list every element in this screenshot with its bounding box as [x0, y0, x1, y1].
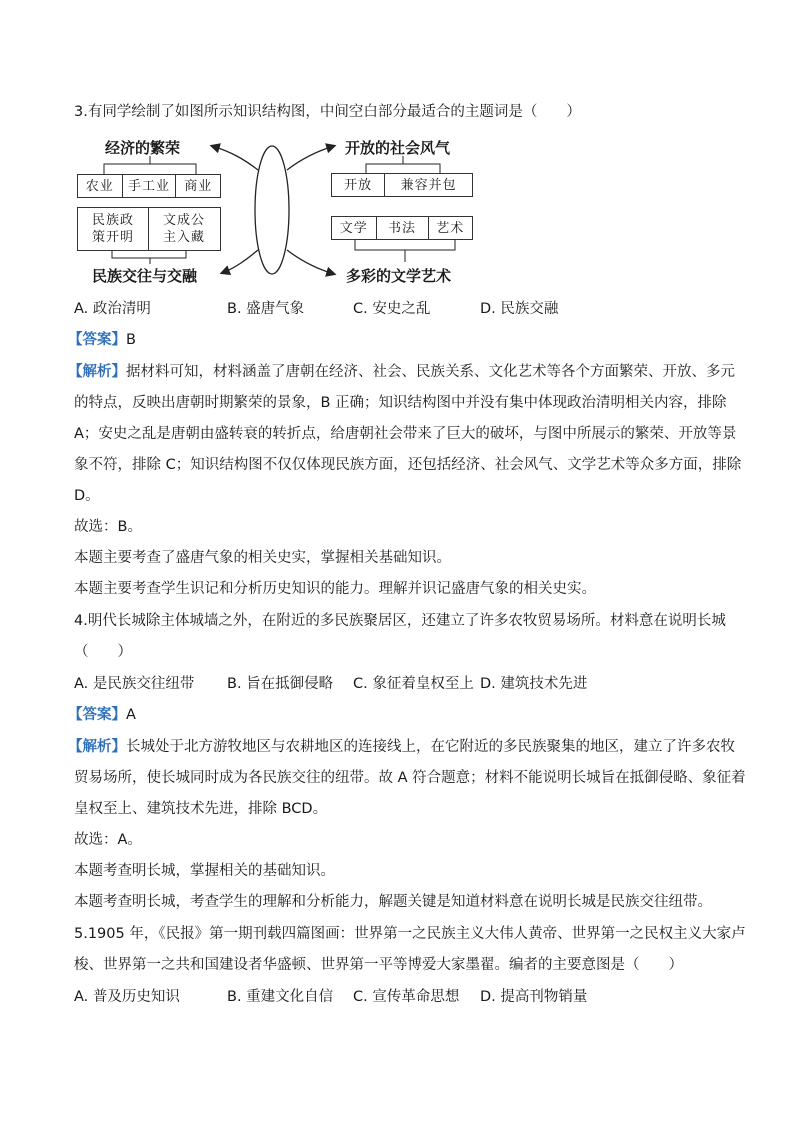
cell-agriculture: 农业 [78, 175, 123, 197]
q5-option-a: A. 普及历史知识 [74, 989, 180, 1005]
arrow-bottom-left [222, 250, 258, 273]
bottom-right-box [331, 216, 473, 240]
arrow-top-left [212, 146, 258, 170]
analysis-text: 据材料可知，材料涵盖了唐朝在经济、社会、民族关系、文化艺术等各个方面繁荣、开放、多元 [126, 364, 735, 380]
q5-option-d: D. 提高刊物销量 [480, 989, 588, 1005]
q3-analysis-line-2: 的特点，反映出唐朝时期繁荣的景象，B 正确；知识结构图中并没有集中体现政治清明相关内容，排除 [74, 395, 727, 411]
top-right-title: 开放的社会风气 [345, 139, 451, 157]
q4-note-1: 本题考查明长城，掌握相关的基础知识。 [74, 863, 335, 879]
q3-note-1: 本题主要考查了盛唐气象的相关史实，掌握相关基础知识。 [74, 550, 451, 566]
q3-answer-value: B [126, 332, 136, 348]
q4-answer-value: A [126, 707, 136, 723]
cell-art: 艺术 [436, 220, 465, 236]
q3-option-a: A. 政治清明 [74, 301, 151, 317]
top-left-title: 经济的繁荣 [105, 139, 181, 157]
top-right-box [331, 173, 473, 197]
q3-note-2: 本题主要考查学生识记和分析历史知识的能力。理解并识记盛唐气象的相关史实。 [74, 581, 596, 597]
arrow-top-right [287, 146, 334, 170]
q4-option-d: D. 建筑技术先进 [480, 676, 588, 692]
top-left-box [77, 174, 221, 198]
analysis-tag: 【解析】 [68, 364, 126, 380]
bottom-left-title: 民族交往与交融 [92, 267, 198, 285]
q4-analysis-line-2: 贸易场所，使长城同时成为各民族交往的纽带。故 A 符合题意；材料不能说明长城旨在抵御侵略、象征着 [74, 770, 746, 786]
q3-choice: 故选：B。 [74, 519, 142, 535]
bottom-left-box [77, 207, 221, 251]
q4-analysis-line-1 [68, 737, 735, 757]
q4-choice: 故选：A。 [74, 832, 142, 848]
q4-stem-line-2: （ ） [74, 644, 132, 660]
analysis-tag: 【解析】 [68, 739, 126, 755]
q3-analysis-line-3: A；安史之乱是唐朝由盛转衰的转折点，给唐朝社会带来了巨大的破坏，与图中所展示的繁荣、开放等景 [74, 426, 737, 442]
q3-analysis-line-1 [68, 362, 735, 382]
q5-stem-line-1: 5.1905 年，《民报》第一期刊载四篇图画：世界第一之民族主义大伟人黄帝、世界第一之民权主义大家卢 [74, 926, 746, 942]
bottom-right-title: 多彩的文学艺术 [346, 267, 452, 285]
q4-option-b: B. 旨在抵御侵略 [227, 676, 334, 692]
cell-handicraft: 手工业 [123, 175, 177, 197]
q3-answer [68, 330, 136, 350]
cell-princess-wencheng: 文成公 主入藏 [162, 213, 205, 245]
q3-option-d: D. 民族交融 [480, 301, 559, 317]
q4-note-2: 本题考查明长城，考查学生的理解和分析能力，解题关键是知道材料意在说明长城是民族交往纽带。 [74, 894, 712, 910]
q5-stem-line-2: 梭、世界第一之共和国建设者华盛顿、世界第一平等博爱大家墨翟。编者的主要意图是（ ） [74, 957, 683, 973]
q3-analysis-line-4: 象不符，排除 C；知识结构图不仅仅体现民族方面，还包括经济、社会风气、文学艺术等众多方面，排除 [74, 457, 742, 473]
q3-analysis-line-5: D。 [74, 488, 100, 504]
answer-tag: 【答案】 [68, 332, 126, 348]
answer-tag: 【答案】 [68, 707, 126, 723]
cell-ethnic-policy: 民族政 策开明 [78, 208, 149, 250]
cell-literature: 文学 [332, 217, 377, 239]
cell-inclusiveness: 兼容并包 [400, 177, 457, 193]
q4-stem-line-1: 4.明代长城除主体城墙之外，在附近的多民族聚居区，还建立了许多农牧贸易场所。材料意在说明长城 [74, 613, 726, 629]
q5-option-b: B. 重建文化自信 [227, 989, 334, 1005]
cell-commerce: 商业 [184, 178, 213, 194]
q4-analysis-line-3: 皇权至上、建筑技术先进，排除 BCD。 [74, 801, 328, 817]
q3-option-c: C. 安史之乱 [353, 301, 431, 317]
q4-option-a: A. 是民族交往纽带 [74, 676, 195, 692]
cell-calligraphy: 书法 [377, 217, 429, 239]
q4-option-c: C. 象征着皇权至上 [353, 676, 474, 692]
q3-option-b: B. 盛唐气象 [227, 301, 305, 317]
arrow-bottom-right [287, 250, 334, 274]
cell-openness: 开放 [332, 174, 385, 196]
q4-answer [68, 705, 136, 725]
q3-stem: 3.有同学绘制了如图所示知识结构图，中间空白部分最适合的主题词是（ ） [74, 104, 581, 120]
blank-ellipse [255, 146, 289, 274]
q5-option-c: C. 宣传革命思想 [353, 989, 460, 1005]
analysis-text: 长城处于北方游牧地区与农耕地区的连接线上，在它附近的多民族聚集的地区，建立了许多农牧 [126, 739, 735, 755]
